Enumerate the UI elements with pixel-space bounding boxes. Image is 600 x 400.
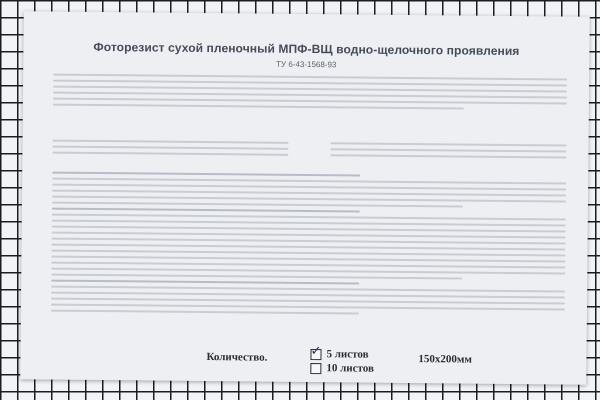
instructions-text [51,172,566,321]
document-title: Фоторезист сухой пленочный МПФ-ВЩ водно-щелочного проявления [93,39,520,59]
order-row [20,345,586,382]
quantity-label: Количество. [206,351,268,364]
option-label: 10 листов [326,362,375,375]
intro-paragraph [53,74,567,115]
checkbox-icon [310,343,322,360]
checkbox-icon [310,363,321,374]
option-5-sheets [310,343,369,361]
option-10-sheets [310,362,374,375]
check-mark-icon: ✓ [310,343,322,359]
document-sheet [20,11,590,384]
option-label: 5 листов [326,348,369,361]
sheet-size: 150x200мм [418,353,473,366]
document-code: ТУ 6-43-1568-93 [276,59,337,70]
specs-block [52,140,566,169]
